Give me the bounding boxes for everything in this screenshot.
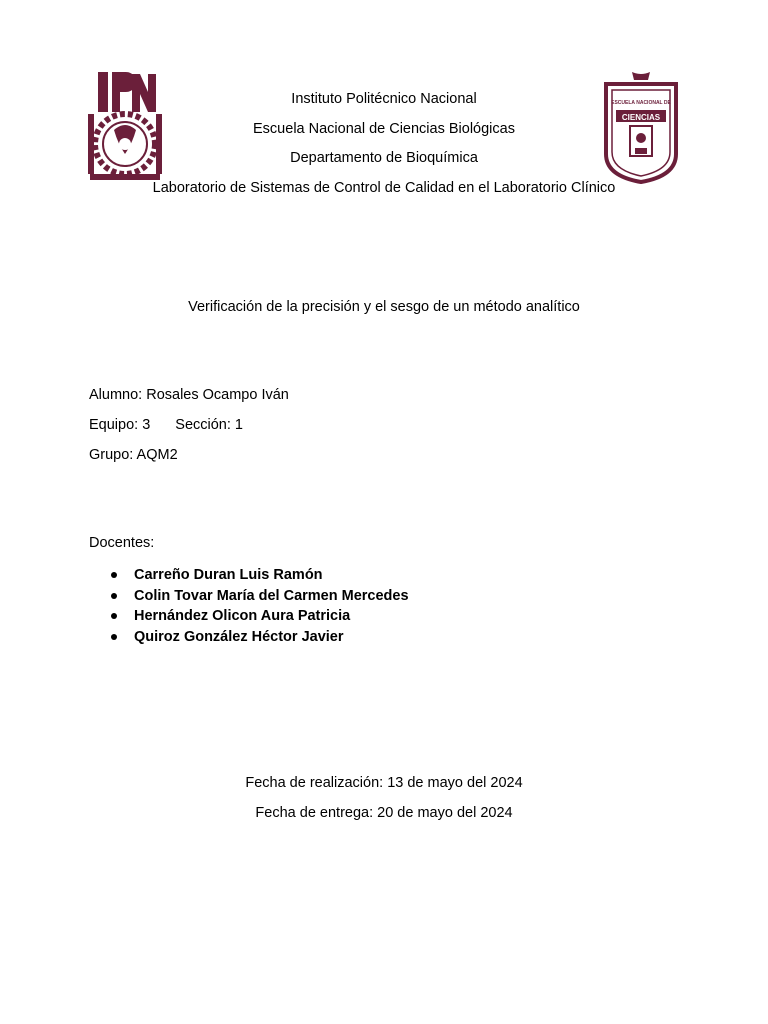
bullet-icon <box>111 634 117 640</box>
teachers-heading: Docentes: <box>89 535 155 551</box>
encb-logo-ring-text: ESCUELA NACIONAL DE <box>611 100 671 106</box>
teachers-list <box>111 566 409 648</box>
section-number: Sección: 1 <box>175 417 243 433</box>
teacher-name: Hernández Olicon Aura Patricia <box>134 608 351 624</box>
institute-name: Instituto Politécnico Nacional <box>291 91 477 107</box>
list-item <box>111 587 409 608</box>
list-item <box>111 566 409 587</box>
list-item <box>111 628 409 649</box>
department-name: Departamento de Bioquímica <box>290 150 478 166</box>
school-name: Escuela Nacional de Ciencias Biológicas <box>253 121 515 137</box>
list-item <box>111 607 409 628</box>
teacher-name: Colin Tovar María del Carmen Mercedes <box>134 587 409 604</box>
team-number: Equipo: 3 <box>89 417 151 433</box>
student-name: Alumno: Rosales Ocampo Iván <box>89 387 289 403</box>
document-title: Verificación de la precisión y el sesgo de un método analítico <box>188 299 580 315</box>
bullet-icon <box>111 593 117 599</box>
team-section-line <box>89 417 243 433</box>
group-name: Grupo: AQM2 <box>89 447 178 463</box>
teacher-name: Carreño Duran Luis Ramón <box>134 567 323 583</box>
teacher-name: Quiroz González Héctor Javier <box>134 628 344 645</box>
bullet-icon <box>111 613 117 619</box>
delivery-date: Fecha de entrega: 20 de mayo del 2024 <box>255 805 513 821</box>
realization-date: Fecha de realización: 13 de mayo del 2024 <box>245 775 523 791</box>
encb-logo-center-text: CIENCIAS <box>621 113 661 122</box>
bullet-icon <box>111 572 117 578</box>
laboratory-name: Laboratorio de Sistemas de Control de Calidad en el Laboratorio Clínico <box>152 180 616 196</box>
